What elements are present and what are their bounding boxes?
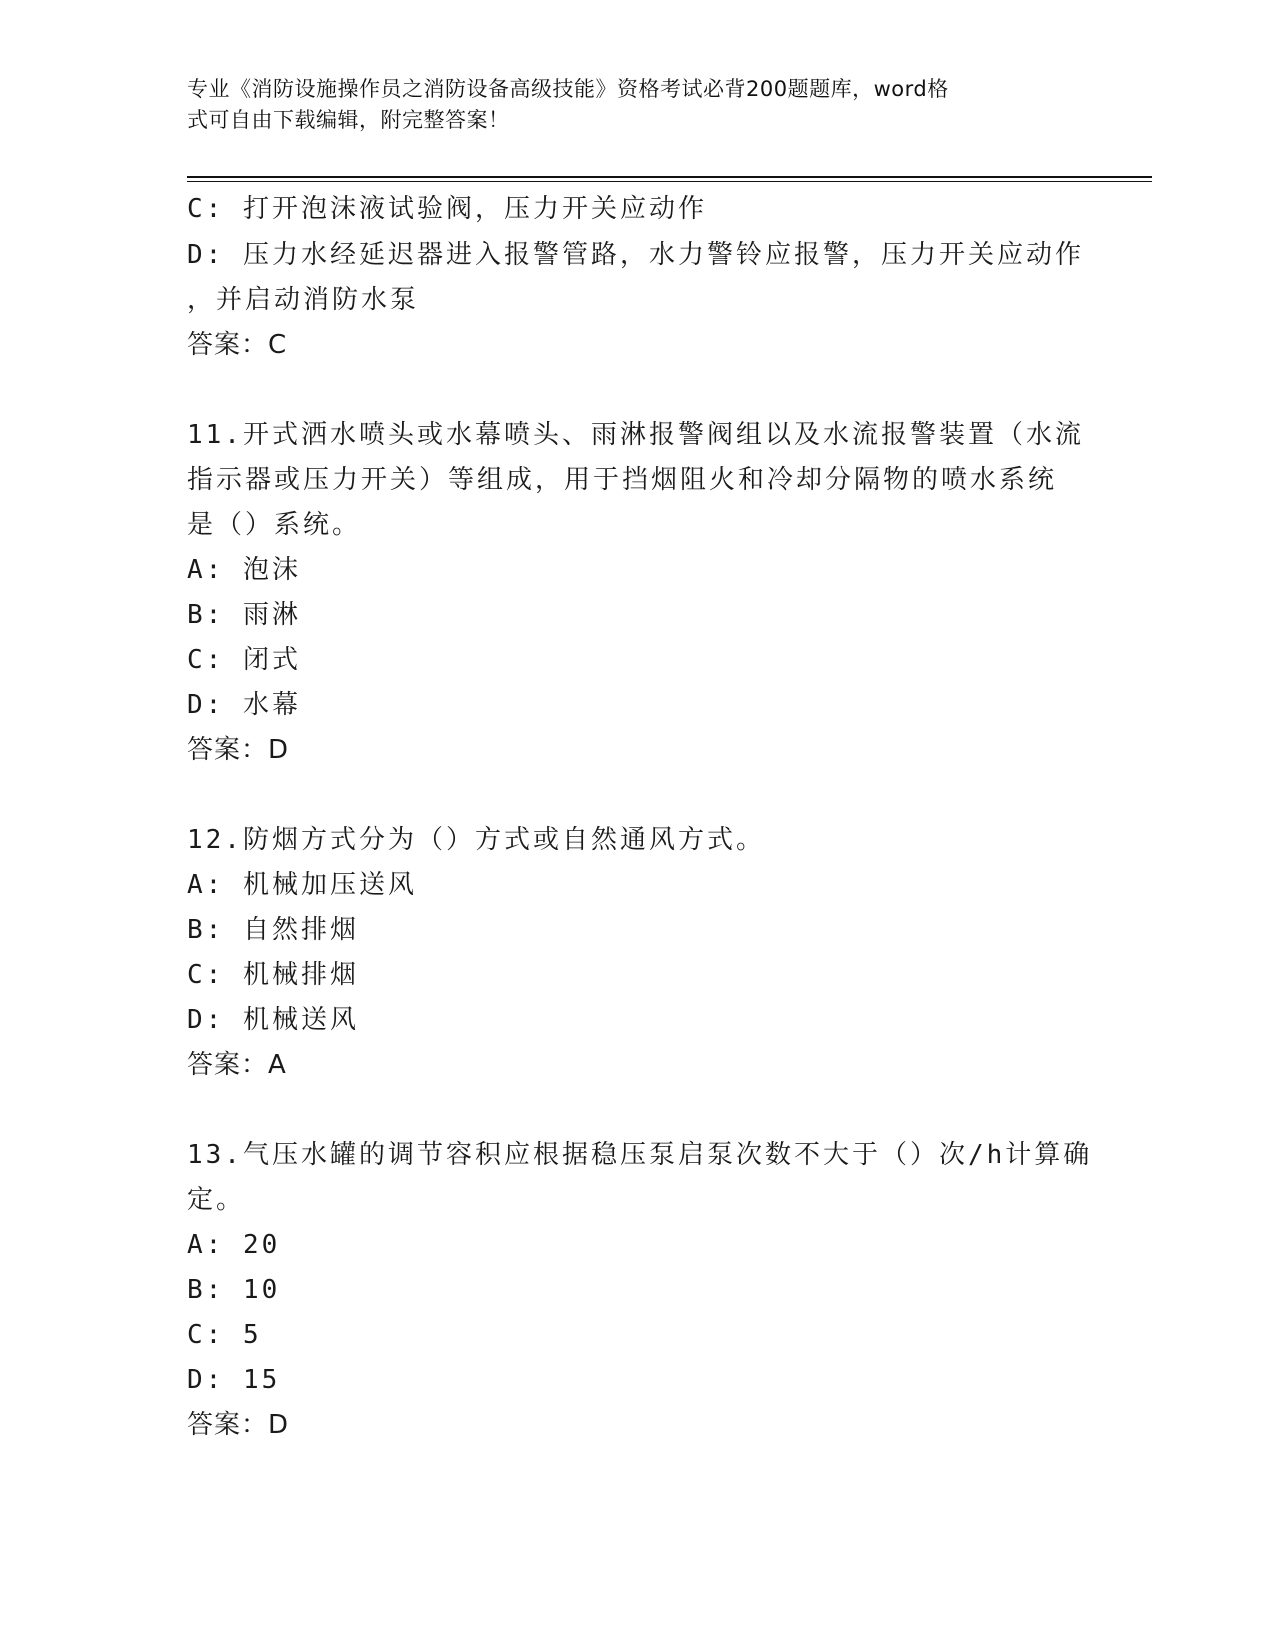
question-13-option-a: A: 20 [187, 1230, 281, 1260]
question-13-option-d: D: 15 [187, 1365, 281, 1395]
document-header [187, 74, 1067, 136]
question-11-option-d: D: 水幕 [187, 690, 301, 720]
question-12-stem-line-1: 12.防烟方式分为（）方式或自然通风方式。 [187, 825, 765, 855]
question-11-stem-line-3: 是（）系统。 [187, 510, 362, 540]
question-12-option-a: A: 机械加压送风 [187, 870, 417, 900]
header-line-2: 式可自由下载编辑，附完整答案！ [187, 108, 510, 132]
question-13-stem-line-2: 定。 [187, 1185, 246, 1215]
question-12-answer: 答案：A [187, 1050, 287, 1080]
question-13-option-b: B: 10 [187, 1275, 281, 1305]
header-divider-thick [187, 176, 1152, 178]
question-13-option-c: C: 5 [187, 1320, 262, 1350]
option-d-line-1: D: 压力水经延迟器进入报警管路，水力警铃应报警，压力开关应动作 [187, 240, 1084, 270]
answer: 答案：C [187, 330, 288, 360]
option-d-line-2: ，并启动消防水泵 [187, 285, 420, 315]
header-line-1: 专业《消防设施操作员之消防设备高级技能》资格考试必背200题题库，word格 [187, 77, 949, 101]
question-11-stem-line-1: 11.开式洒水喷头或水幕喷头、雨淋报警阀组以及水流报警装置（水流 [187, 420, 1084, 450]
question-11-option-b: B: 雨淋 [187, 600, 301, 630]
question-11-stem-line-2: 指示器或压力开关）等组成，用于挡烟阻火和冷却分隔物的喷水系统 [187, 465, 1058, 495]
question-11-option-c: C: 闭式 [187, 645, 301, 675]
question-11-option-a: A: 泡沫 [187, 555, 301, 585]
question-11-answer: 答案：D [187, 735, 290, 765]
question-13-answer: 答案：D [187, 1410, 290, 1440]
option-c: C: 打开泡沫液试验阀，压力开关应动作 [187, 194, 707, 224]
question-12-option-d: D: 机械送风 [187, 1005, 359, 1035]
question-13-stem-line-1: 13.气压水罐的调节容积应根据稳压泵启泵次数不大于（）次/h计算确 [187, 1140, 1093, 1170]
header-divider-thin [187, 181, 1152, 182]
question-12-option-b: B: 自然排烟 [187, 915, 359, 945]
question-12-option-c: C: 机械排烟 [187, 960, 359, 990]
